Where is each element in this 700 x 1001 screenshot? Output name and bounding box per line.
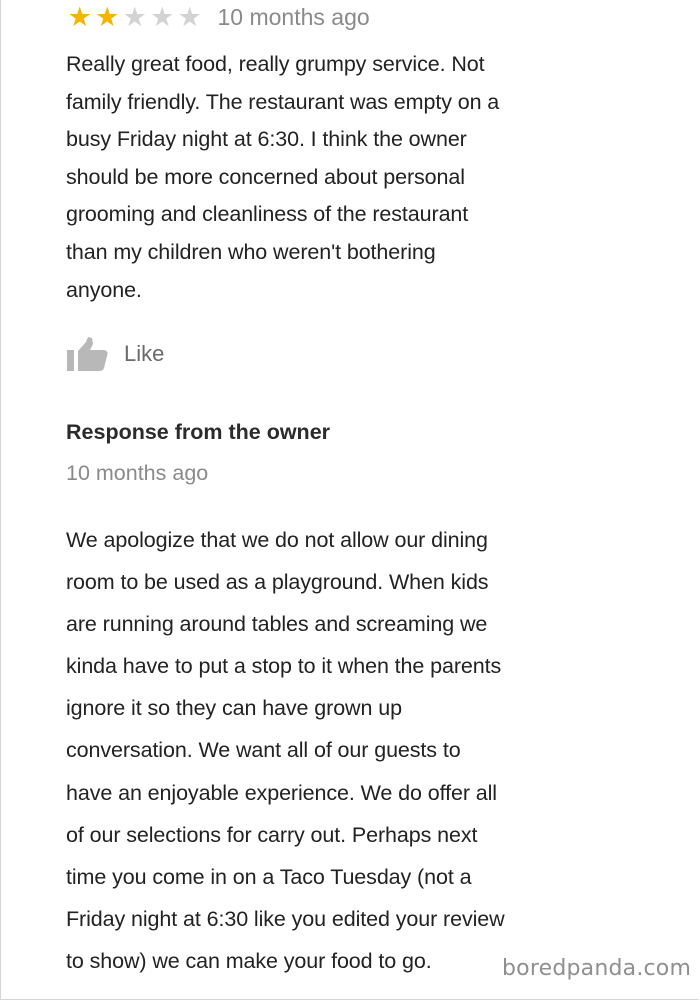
response-line: conversation. We want all of our guests to xyxy=(66,738,461,763)
review-header xyxy=(66,0,370,34)
owner-response-timestamp: 10 months ago xyxy=(66,461,209,485)
owner-response-body xyxy=(66,519,646,982)
like-label: Like xyxy=(124,341,165,366)
star-empty-icon: ★ xyxy=(177,1,202,32)
response-line: Friday night at 6:30 like you edited your review xyxy=(66,906,505,931)
owner-response-heading: Response from the owner xyxy=(66,420,331,444)
review-line: grooming and cleanliness of the restaurant xyxy=(66,202,469,227)
response-line: time you come in on a Taco Tuesday (not a xyxy=(66,864,472,889)
response-line: room to be used as a playground. When kids xyxy=(66,570,489,595)
star-rating xyxy=(66,1,204,32)
response-line: kinda have to put a stop to it when the parents xyxy=(66,654,502,679)
response-line: have an enjoyable experience. We do offer all xyxy=(66,780,497,805)
star-empty-icon: ★ xyxy=(150,1,175,32)
response-line: to show) we can make your food to go. xyxy=(66,948,432,973)
response-line: are running around tables and screaming we xyxy=(66,612,488,637)
star-filled-icon: ★ xyxy=(67,1,92,32)
response-line: ignore it so they can have grown up xyxy=(66,696,402,721)
review-timestamp: 10 months ago xyxy=(217,3,370,30)
watermark: boredpanda.com xyxy=(502,956,692,981)
review-line: anyone. xyxy=(66,277,142,302)
review-line: busy Friday night at 6:30. I think the owner xyxy=(66,127,467,152)
star-empty-icon: ★ xyxy=(122,1,147,32)
review-body xyxy=(66,46,646,309)
response-line: of our selections for carry out. Perhaps next xyxy=(66,822,478,847)
review-line: than my children who weren't bothering xyxy=(66,239,436,264)
star-filled-icon: ★ xyxy=(95,1,120,32)
review-line: Really great food, really grumpy service. Not xyxy=(66,52,485,76)
review-line: family friendly. The restaurant was empty on a xyxy=(66,89,500,114)
thumbs-up-icon xyxy=(66,336,110,372)
response-line: We apologize that we do not allow our dining xyxy=(66,528,488,552)
like-button[interactable] xyxy=(66,334,164,374)
review-line: should be more concerned about personal xyxy=(66,164,465,189)
